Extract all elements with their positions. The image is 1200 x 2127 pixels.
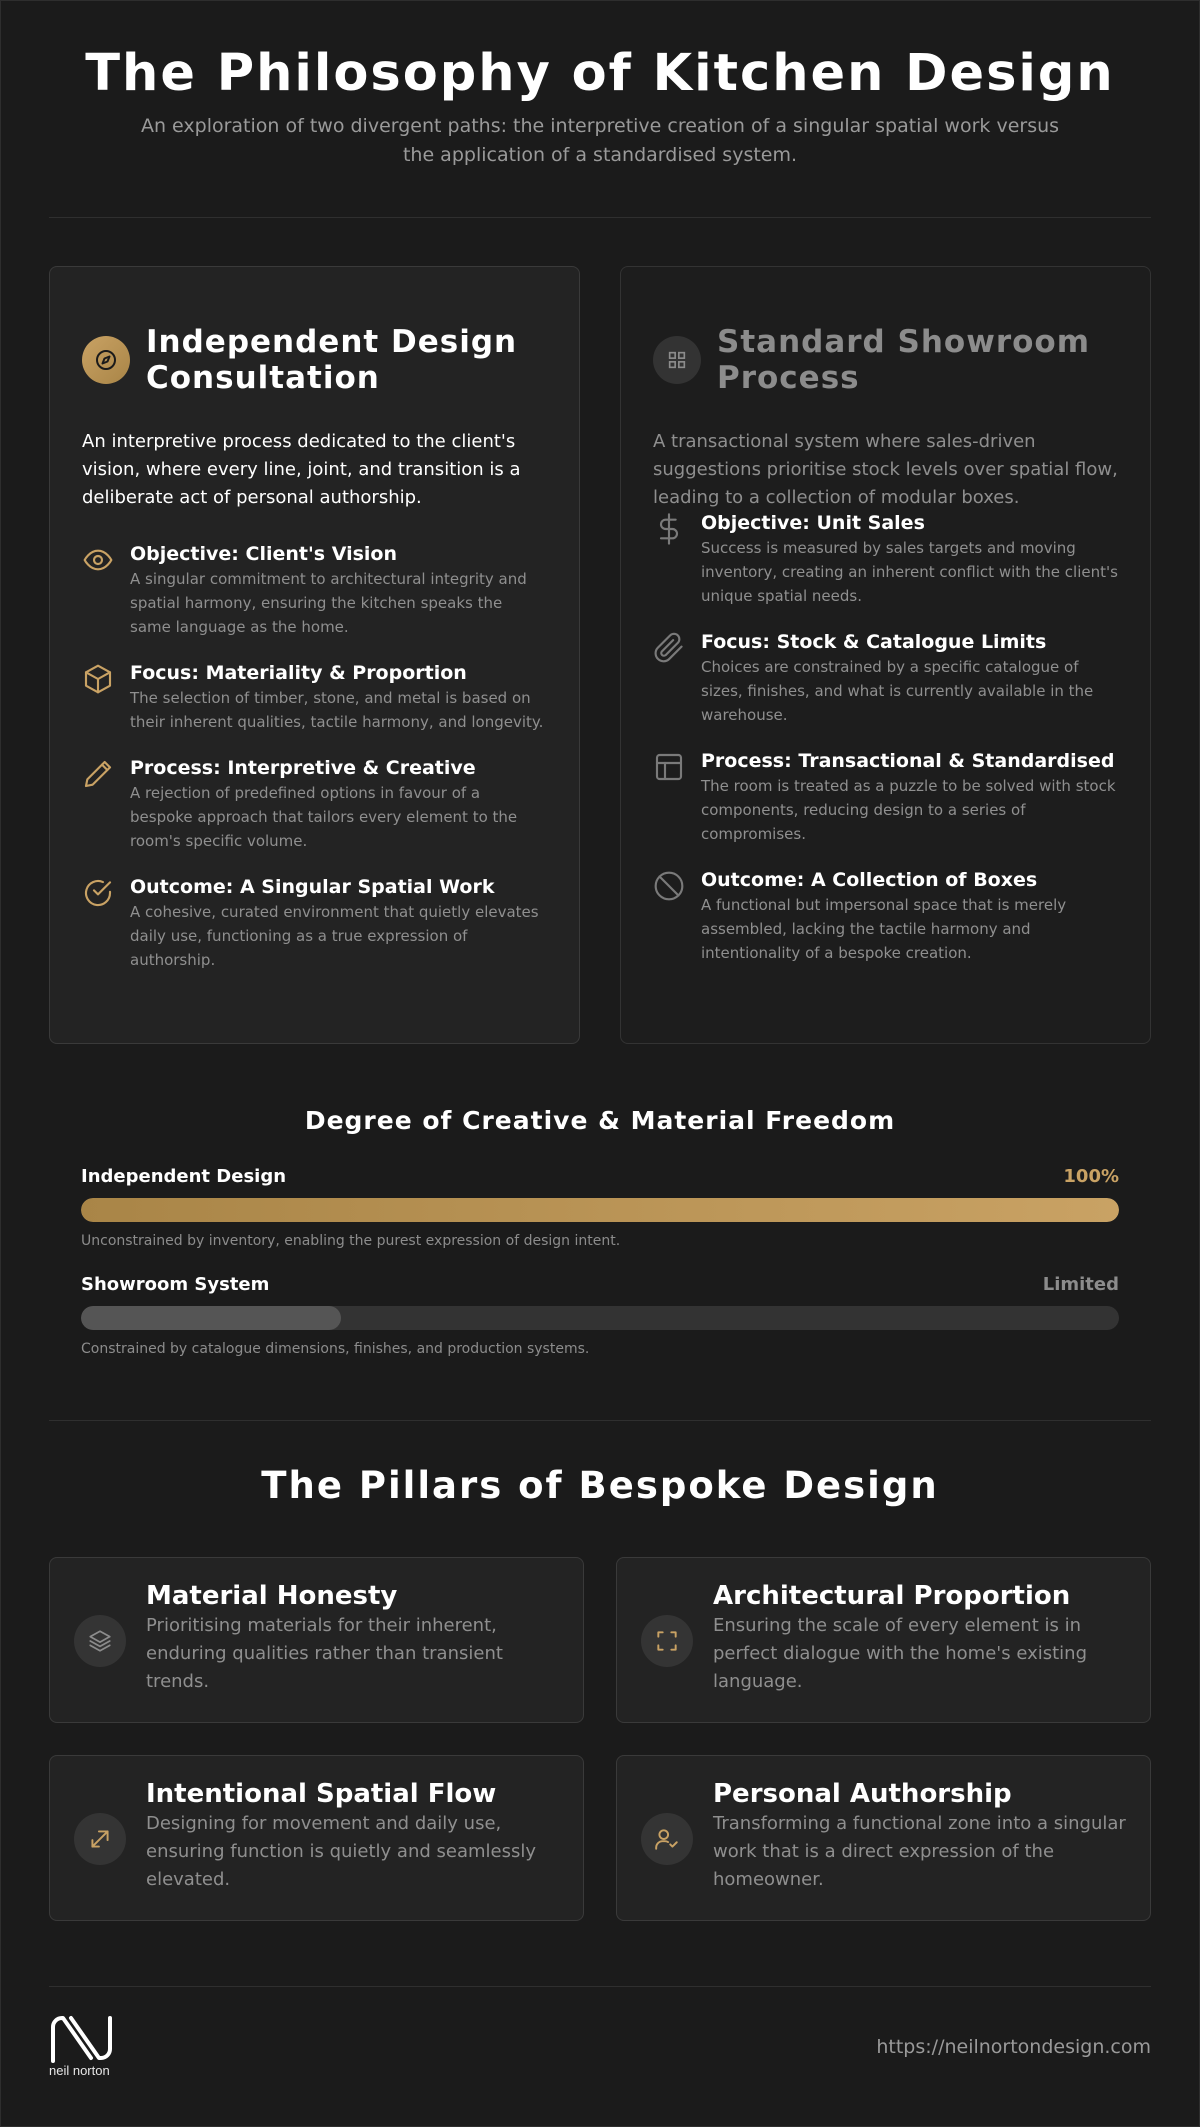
card-intro: An interpretive process dedicated to the client's vision, where every line, joint, and transition is a deliberate act of personal authorship.: [82, 431, 521, 508]
item-title: Focus: Materiality & Proportion: [130, 662, 467, 684]
eye-icon: [82, 544, 114, 576]
item-desc: The selection of timber, stone, and metal is based on their inherent qualities, tactile harmony, and longevity.: [130, 689, 544, 731]
bar-track: [81, 1306, 1119, 1330]
page-title: The Philosophy of Kitchen Design: [85, 44, 1115, 103]
pillar-title: Personal Authorship: [713, 1779, 1012, 1809]
freedom-bar-independent: [81, 1166, 1119, 1249]
list-item: [653, 868, 1118, 965]
bar-note: Unconstrained by inventory, enabling the purest expression of design intent.: [81, 1233, 621, 1249]
independent-items: [82, 542, 547, 994]
pillar-card: [49, 1557, 584, 1723]
paperclip-icon: [653, 632, 685, 664]
website-link[interactable]: https://neilnortondesign.com: [876, 2036, 1151, 2058]
divider: [49, 1420, 1151, 1421]
independent-design-card: [49, 266, 580, 1044]
layout-icon: [653, 751, 685, 783]
list-item: [82, 542, 547, 639]
item-title: Objective: Unit Sales: [701, 512, 925, 534]
item-title: Objective: Client's Vision: [130, 543, 397, 565]
pillar-title: Intentional Spatial Flow: [146, 1779, 497, 1809]
bar-track: [81, 1198, 1119, 1222]
pillar-card: [616, 1557, 1151, 1723]
check-circle-icon: [82, 877, 114, 909]
standard-showroom-card: [620, 266, 1151, 1044]
bar-fill: [81, 1198, 1119, 1222]
card-title: Standard Showroom Process: [717, 324, 1091, 396]
pencil-icon: [82, 758, 114, 790]
pillar-desc: Ensuring the scale of every element is in perfect dialogue with the home's existing language.: [713, 1615, 1088, 1692]
compass-icon: [82, 336, 130, 384]
pillar-card: [49, 1755, 584, 1921]
item-desc: A rejection of predefined options in favour of a bespoke approach that tailors every element to the room's specific volume.: [130, 784, 518, 850]
pillar-desc: Transforming a functional zone into a singular work that is a direct expression of the homeowner.: [713, 1813, 1126, 1890]
flow-arrow-icon: [74, 1813, 126, 1865]
item-desc: A cohesive, curated environment that quietly elevates daily use, functioning as a true expression of authorship.: [130, 903, 539, 969]
user-check-icon: [641, 1813, 693, 1865]
item-title: Process: Interpretive & Creative: [130, 757, 476, 779]
card-title: Independent Design Consultation: [146, 324, 518, 396]
card-intro: A transactional system where sales-driven suggestions prioritise stock levels over spatial flow, leading to a collection of modular boxes.: [653, 431, 1118, 508]
item-desc: Success is measured by sales targets and moving inventory, creating an inherent conflict with the client's unique spatial needs.: [701, 539, 1118, 605]
pillar-title: Architectural Proportion: [713, 1581, 1071, 1611]
list-item: [653, 630, 1118, 727]
freedom-title: Degree of Creative & Material Freedom: [304, 1106, 896, 1135]
bar-note: Constrained by catalogue dimensions, finishes, and production systems.: [81, 1341, 590, 1357]
card-header: [82, 292, 547, 428]
standard-items: [653, 511, 1118, 987]
pillar-title: Material Honesty: [146, 1581, 398, 1611]
list-item: [653, 749, 1118, 846]
item-desc: A singular commitment to architectural integrity and spatial harmony, ensuring the kitchen speaks the same language as the home.: [130, 570, 527, 636]
layers-icon: [74, 1615, 126, 1667]
item-desc: The room is treated as a puzzle to be solved with stock components, reducing design to a series of compromises.: [701, 777, 1116, 843]
item-title: Focus: Stock & Catalogue Limits: [701, 631, 1047, 653]
item-title: Outcome: A Singular Spatial Work: [130, 876, 495, 898]
divider: [49, 1986, 1151, 1987]
freedom-bar-showroom: [81, 1274, 1119, 1357]
page-subtitle: An exploration of two divergent paths: the interpretive creation of a singular spatial work versus the application of a standardised system.: [140, 115, 1060, 166]
list-item: [82, 756, 547, 853]
ban-icon: [653, 870, 685, 902]
pillar-card: [616, 1755, 1151, 1921]
scan-icon: [641, 1615, 693, 1667]
bar-value: Limited: [1042, 1274, 1119, 1295]
grid-icon: [653, 336, 701, 384]
bar-fill: [81, 1306, 341, 1330]
bar-label: Independent Design: [81, 1166, 287, 1187]
cube-icon: [82, 663, 114, 695]
card-header: [653, 292, 1118, 428]
item-title: Process: Transactional & Standardised: [701, 750, 1115, 772]
pillar-desc: Prioritising materials for their inherent, enduring qualities rather than transient trends.: [146, 1615, 503, 1692]
item-desc: Choices are constrained by a specific catalogue of sizes, finishes, and what is currently available in the warehouse.: [701, 658, 1094, 724]
divider: [49, 217, 1151, 218]
logo-text: neil norton: [49, 2063, 110, 2078]
pillars-title: The Pillars of Bespoke Design: [261, 1464, 939, 1507]
item-title: Outcome: A Collection of Boxes: [701, 869, 1038, 891]
dollar-icon: [653, 513, 685, 545]
bar-label: Showroom System: [81, 1274, 270, 1295]
list-item: [82, 661, 547, 734]
item-desc: A functional but impersonal space that is merely assembled, lacking the tactile harmony and intentionality of a bespoke creation.: [701, 896, 1067, 962]
list-item: [82, 875, 547, 972]
bar-value: 100%: [1063, 1166, 1119, 1187]
pillar-desc: Designing for movement and daily use, ensuring function is quietly and seamlessly elevated.: [146, 1813, 537, 1890]
list-item: [653, 511, 1118, 608]
